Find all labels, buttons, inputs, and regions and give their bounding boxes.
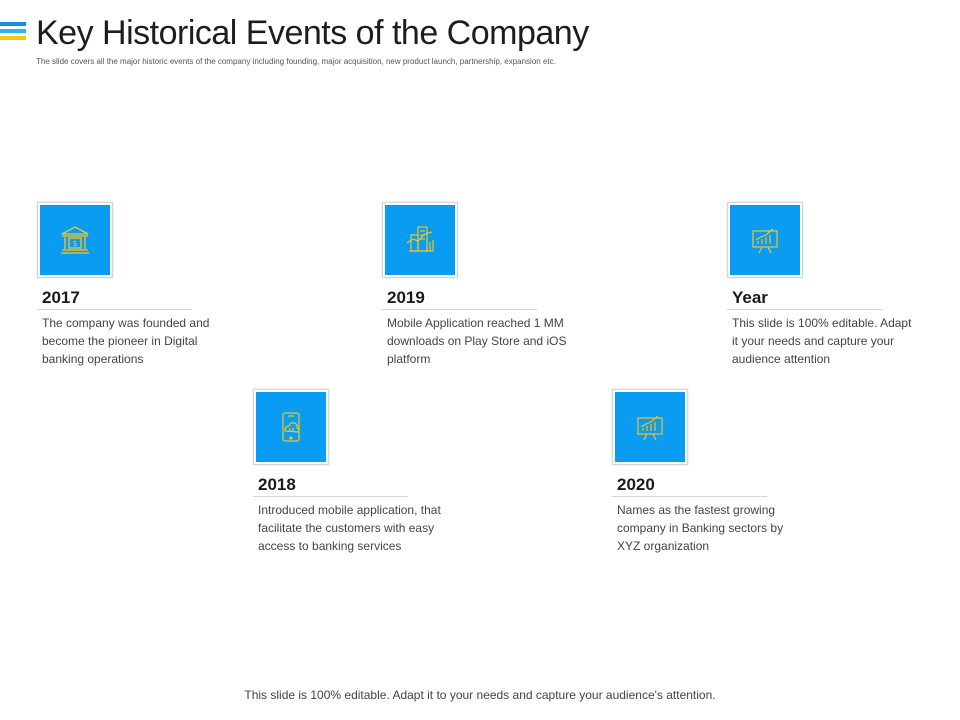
event-2017 [37, 202, 237, 368]
icon-frame [253, 389, 329, 465]
footer-note: This slide is 100% editable. Adapt it to your needs and capture your audience's attention. [244, 688, 716, 702]
icon-box [730, 205, 800, 275]
event-2018 [253, 389, 453, 555]
icon-frame [382, 202, 458, 278]
logo-bar-blue [0, 22, 26, 26]
event-year: Year [727, 288, 882, 310]
icon-box [615, 392, 685, 462]
icon-box [256, 392, 326, 462]
icon-frame [37, 202, 113, 278]
event-description: This slide is 100% editable. Adapt it your needs and capture your audience attention [732, 316, 912, 366]
event-description: Names as the fastest growing company in Banking sectors by XYZ organization [617, 503, 784, 553]
event-description: The company was founded and become the pioneer in Digital banking operations [42, 316, 210, 366]
icon-frame [727, 202, 803, 278]
building-growth-icon [403, 223, 437, 257]
event-year: 2020 [612, 475, 767, 497]
logo-bar-yellow [0, 36, 26, 40]
logo-bar-light-blue [0, 29, 26, 33]
event-2020 [612, 389, 812, 555]
icon-frame [612, 389, 688, 465]
event-description: Mobile Application reached 1 MM downloads on Play Store and iOS platform [387, 316, 567, 366]
event-year-placeholder [727, 202, 927, 368]
page-subtitle: The slide covers all the major historic events of the company including founding, major acquisition, new product launch, partnership, expansion etc. [36, 57, 556, 66]
event-year: 2017 [37, 288, 192, 310]
event-year: 2018 [253, 475, 408, 497]
logo-bars [0, 22, 26, 43]
svg-text:$: $ [72, 239, 78, 248]
mobile-cloud-icon [274, 410, 308, 444]
icon-box [385, 205, 455, 275]
growth-chart-board-icon [633, 410, 667, 444]
page-title: Key Historical Events of the Company [36, 14, 589, 52]
event-year: 2019 [382, 288, 537, 310]
bank-icon [58, 223, 92, 257]
icon-box [40, 205, 110, 275]
growth-chart-board-icon [748, 223, 782, 257]
event-2019 [382, 202, 582, 368]
event-description: Introduced mobile application, that facilitate the customers with easy access to banking services [258, 503, 441, 553]
